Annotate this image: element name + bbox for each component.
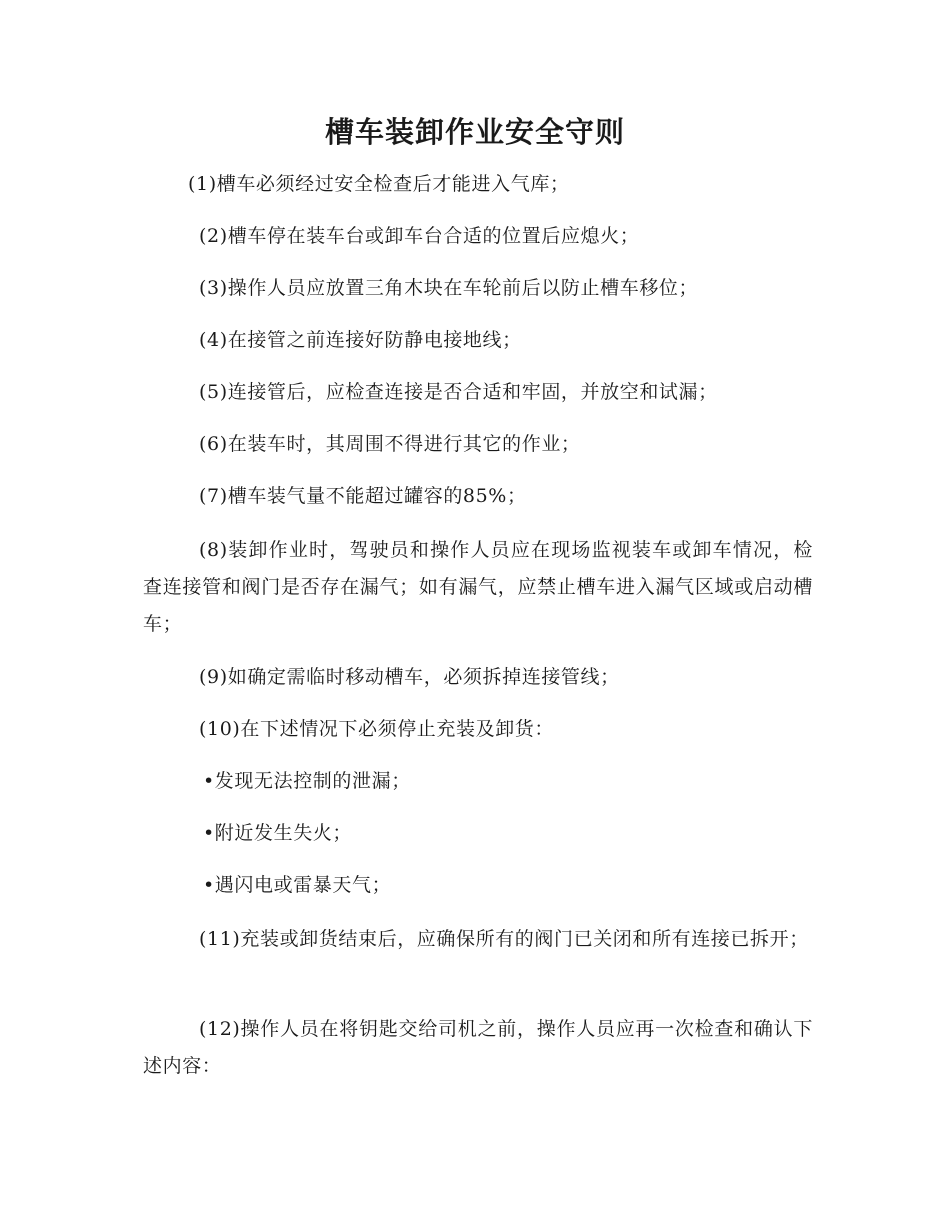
rule-item-10: (10)在下述情况下必须停止充装及卸货： xyxy=(199,718,555,740)
bullet-item-leak: •发现无法控制的泄漏； xyxy=(203,770,411,792)
bullet-item-lightning: •遇闪电或雷暴天气； xyxy=(203,874,392,896)
rule-item-11: (11)充装或卸货结束后，应确保所有的阀门已关闭和所有连接已拆开； xyxy=(199,928,809,950)
rule-item-5: (5)连接管后，应检查连接是否合适和牢固，并放空和试漏； xyxy=(199,381,718,403)
rule-item-1: (1)槽车必须经过安全检查后才能进入气库； xyxy=(188,173,570,195)
bullet-item-fire: •附近发生失火； xyxy=(203,822,353,844)
rule-item-2: (2)槽车停在装车台或卸车台合适的位置后应熄火； xyxy=(199,225,640,247)
rule-item-3: (3)操作人员应放置三角木块在车轮前后以防止槽车移位； xyxy=(199,277,699,299)
rule-item-4: (4)在接管之前连接好防静电接地线； xyxy=(199,329,522,351)
document-title: 槽车装卸作业安全守则 xyxy=(324,115,625,149)
rule-item-6: (6)在装车时，其周围不得进行其它的作业； xyxy=(199,433,581,455)
rule-item-7: (7)槽车装气量不能超过罐容的85%； xyxy=(199,485,527,507)
rule-item-9: (9)如确定需临时移动槽车，必须拆掉连接管线； xyxy=(199,666,620,688)
rule-item-12: (12)操作人员在将钥匙交给司机之前，操作人员应再一次检查和确认下述内容： xyxy=(143,1018,813,1077)
rule-item-8: (8)装卸作业时，驾驶员和操作人员应在现场监视装车或卸车情况，检查连接管和阀门是否存在漏气；如有漏气，应禁止槽车进入漏气区域或启动槽车； xyxy=(143,539,813,635)
